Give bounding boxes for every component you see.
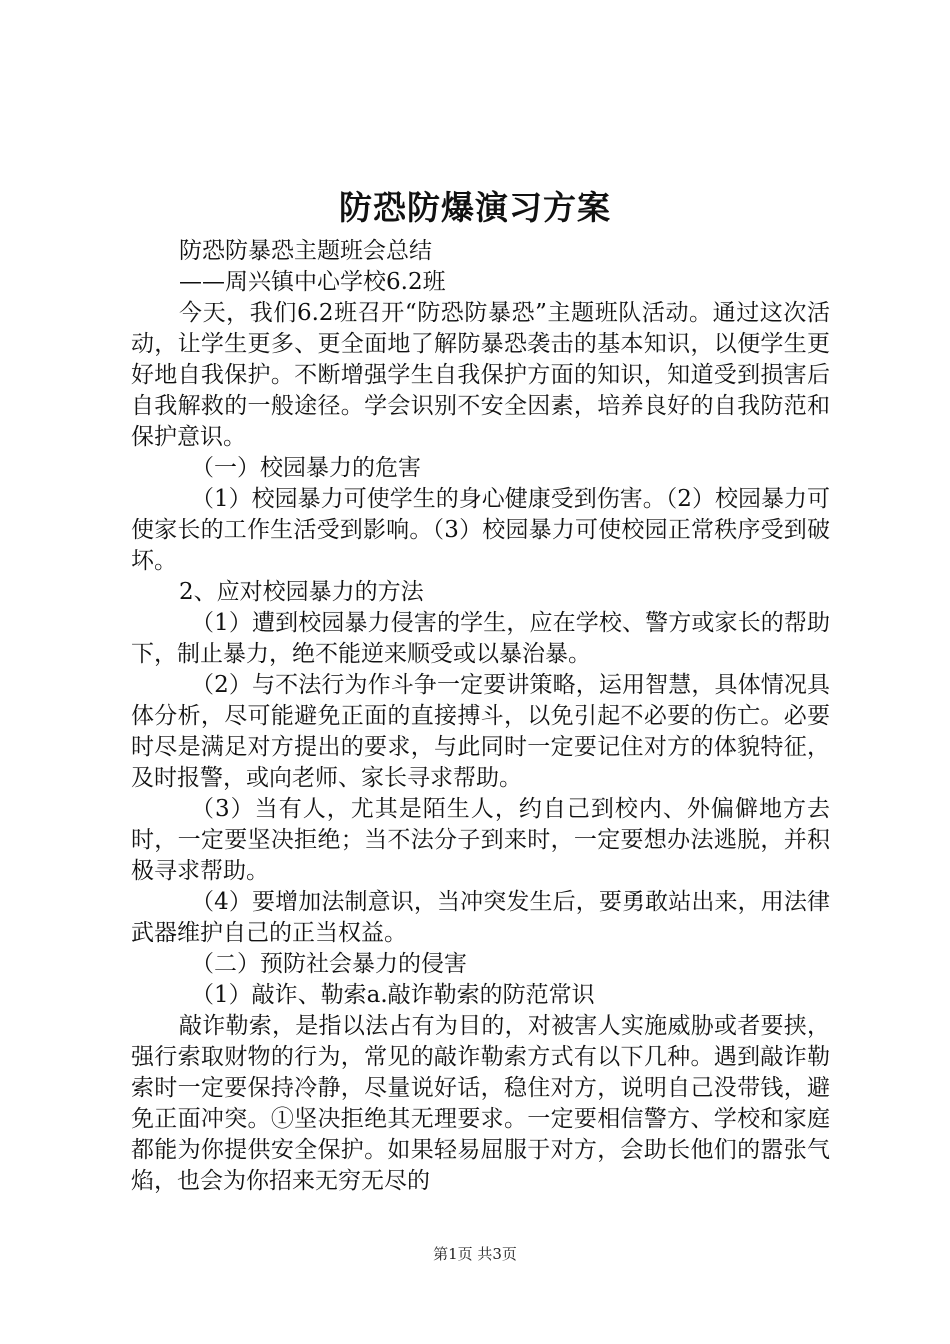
- body-paragraph: （3）当有人，尤其是陌生人，约自己到校内、外偏僻地方去时，一定要坚决拒绝；当不法分子到来时，一定要想办法逃脱，并积极寻求帮助。: [131, 796, 830, 884]
- document-body: [131, 236, 830, 1197]
- body-paragraph: 防恐防暴恐主题班会总结: [179, 238, 432, 264]
- body-paragraph: （1）遭到校园暴力侵害的学生，应在学校、警方或家长的帮助下，制止暴力，绝不能逆来顺受或以暴治暴。: [131, 610, 830, 667]
- body-paragraph: 敲诈勒索，是指以法占有为目的，对被害人实施威胁或者要挟，强行索取财物的行为，常见的敲诈勒索方式有以下几种。遇到敲诈勒索时一定要保持冷静，尽量说好话，稳住对方，说明自己没带钱，避免正面冲突。①坚决拒绝其无理要求。一定要相信警方、学校和家庭都能为你提供安全保护。如果轻易屈服于对方，会助长他们的嚣张气焰，也会为你招来无穷无尽的: [131, 1013, 830, 1194]
- body-paragraph: 今天，我们6.2班召开“防恐防暴恐”主题班队活动。通过这次活动，让学生更多、更全面地了解防暴恐袭击的基本知识，以便学生更好地自我保护。不断增强学生自我保护方面的知识，知道受到损害后自我解救的一般途径。学会识别不安全因素，培养良好的自我防范和保护意识。: [131, 300, 830, 450]
- body-paragraph: ——周兴镇中心学校6.2班: [179, 269, 446, 295]
- body-paragraph: （二）预防社会暴力的侵害: [191, 951, 467, 977]
- body-paragraph: （一）校园暴力的危害: [191, 455, 421, 481]
- body-paragraph: （1）校园暴力可使学生的身心健康受到伤害。（2）校园暴力可使家长的工作生活受到影响。（3）校园暴力可使校园正常秩序受到破坏。: [131, 486, 830, 574]
- body-paragraph: （1）敲诈、勒索a.敲诈勒索的防范常识: [191, 982, 595, 1008]
- body-paragraph: （2）与不法行为作斗争一定要讲策略，运用智慧，具体情况具体分析，尽可能避免正面的直接搏斗，以免引起不必要的伤亡。必要时尽是满足对方提出的要求，与此同时一定要记住对方的体貌特征，及时报警，或向老师、家长寻求帮助。: [131, 672, 830, 791]
- body-paragraph: （4）要增加法制意识，当冲突发生后，要勇敢站出来，用法律武器维护自己的正当权益。: [131, 889, 830, 946]
- body-paragraph: 2、应对校园暴力的方法: [179, 579, 424, 605]
- document-title: 防恐防爆演习方案: [339, 188, 611, 227]
- page-footer: 第1页 共3页: [433, 1245, 517, 1263]
